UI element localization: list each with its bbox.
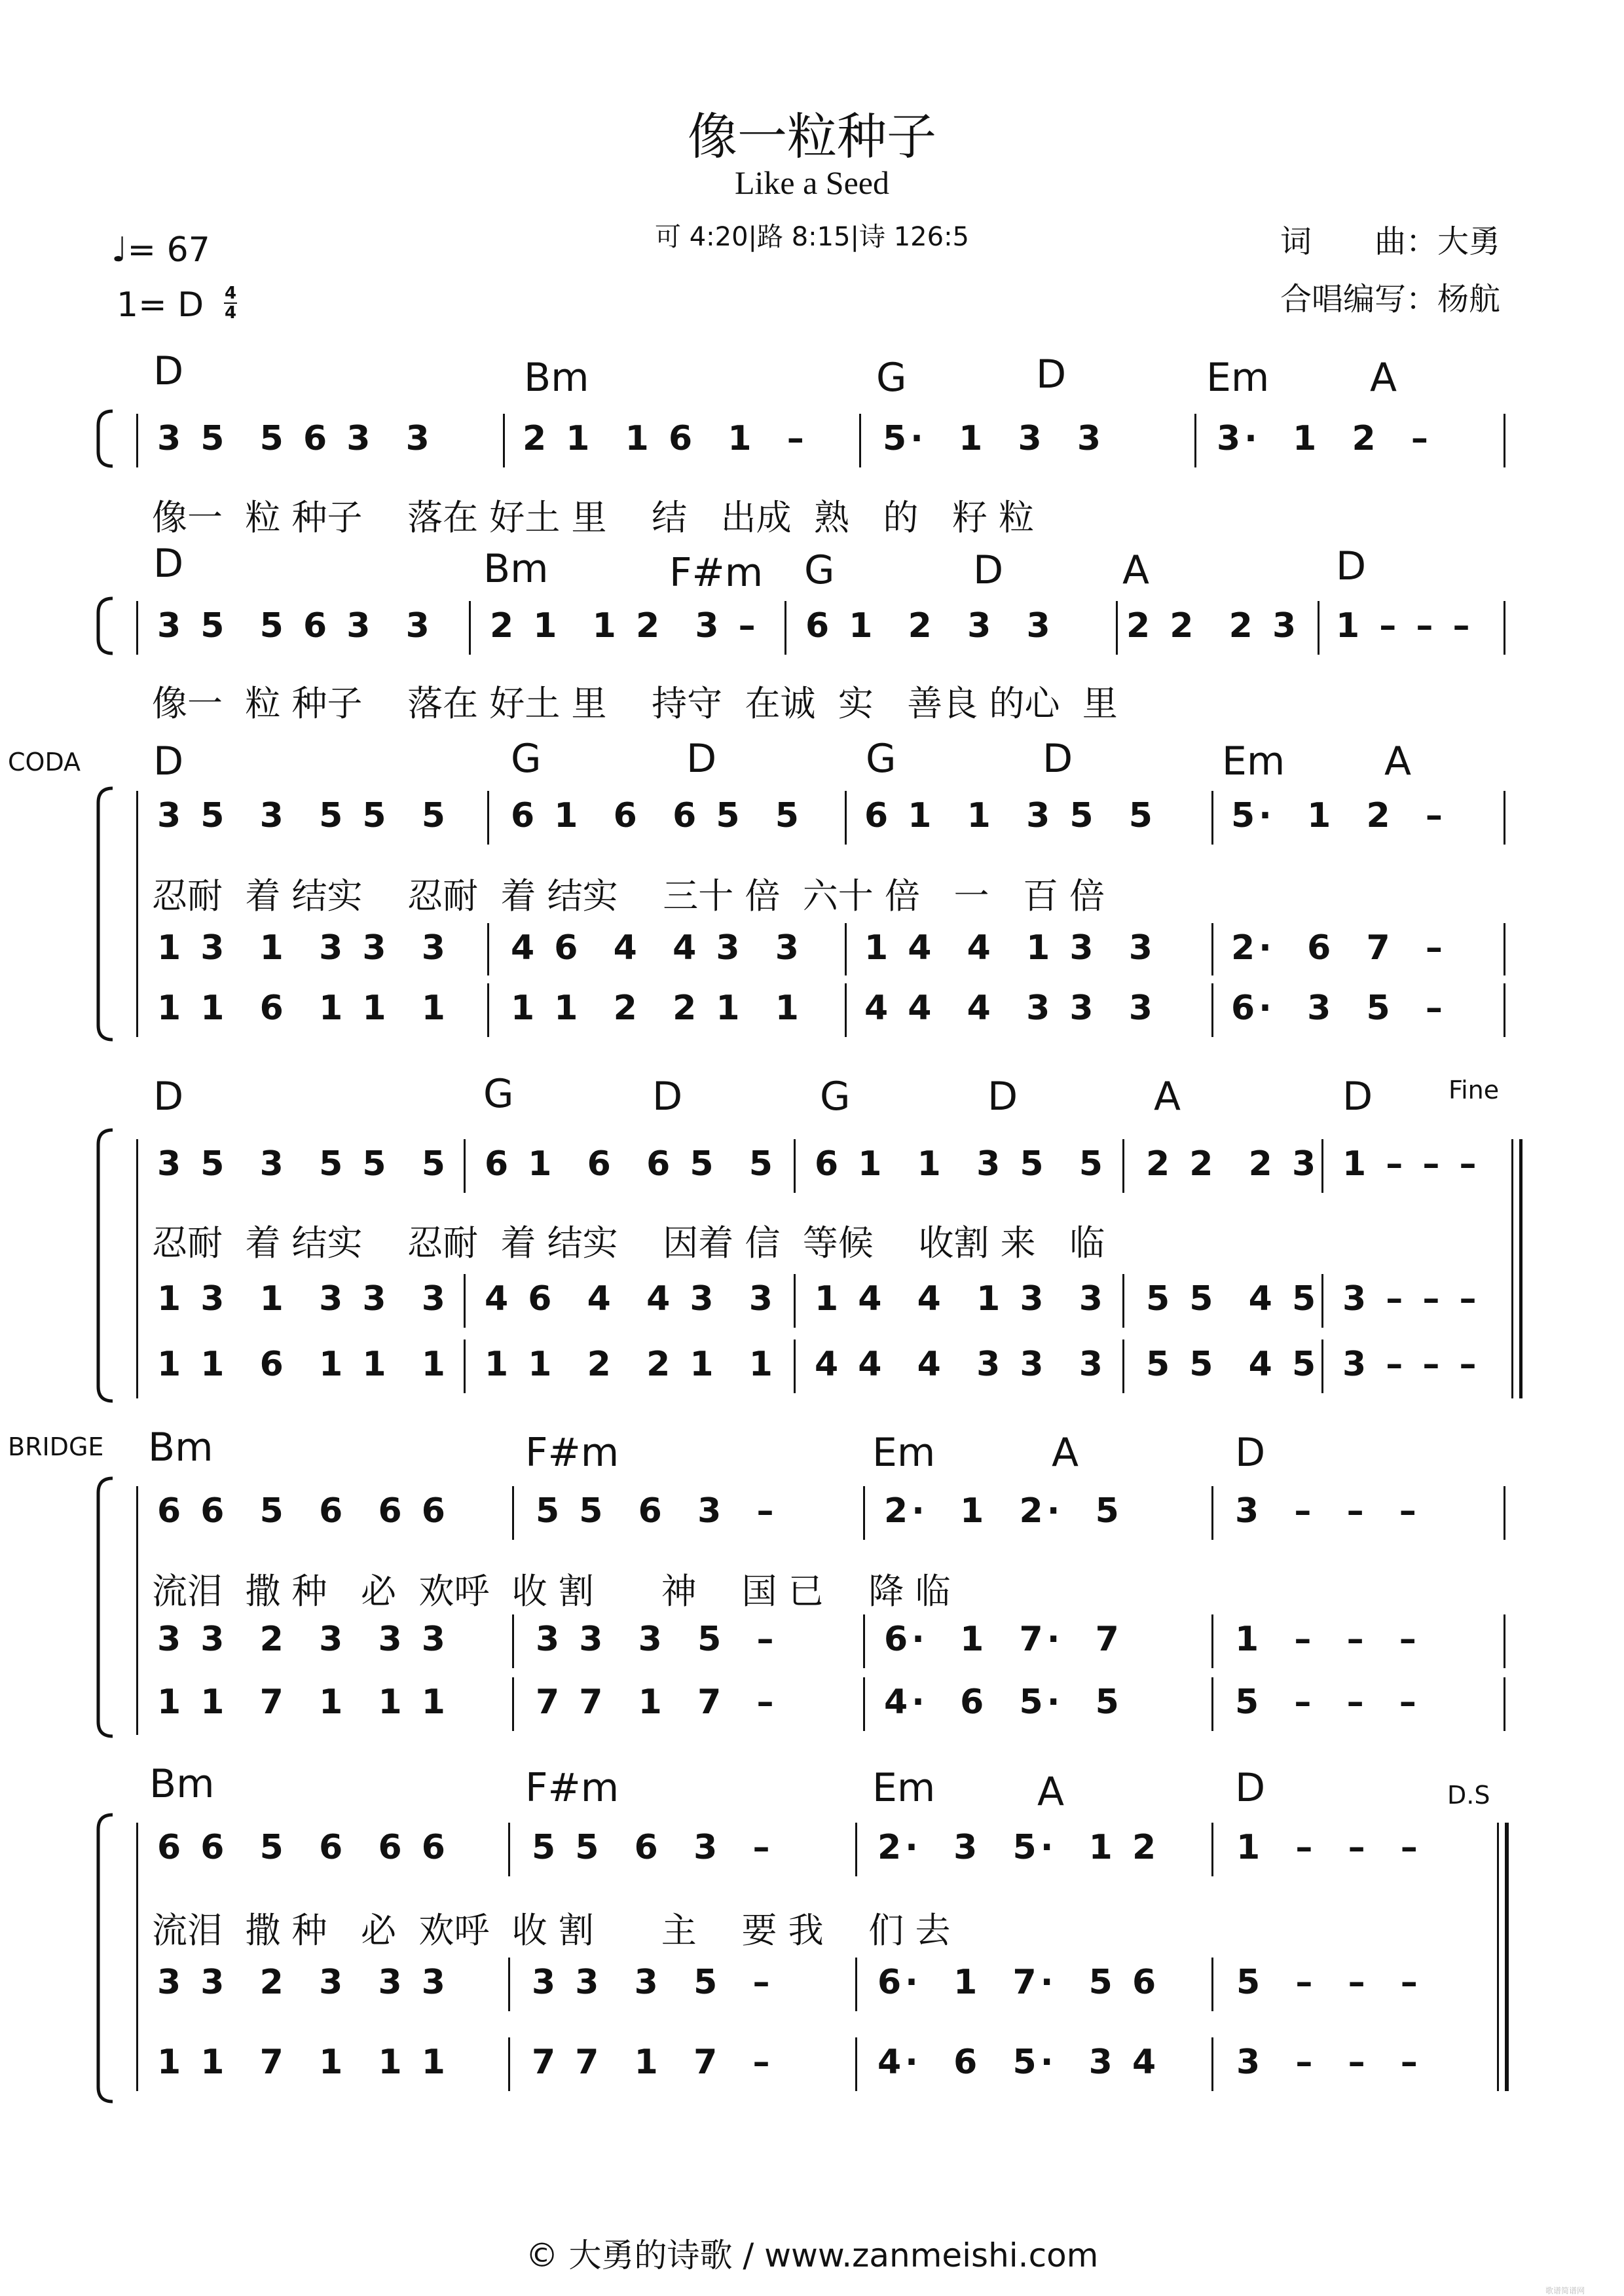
bass-measure: 1 1 6 1 1 1 bbox=[157, 1345, 449, 1384]
chord: D bbox=[1235, 1765, 1266, 1811]
ds-mark: D.S bbox=[1447, 1781, 1490, 1810]
alto-measure: 1 – – – bbox=[1235, 1620, 1420, 1659]
bass-measure: 1 1 2 2 1 1 bbox=[511, 989, 803, 1028]
chord: A bbox=[1122, 547, 1150, 593]
alto-measure: 5 5 4 5 bbox=[1146, 1279, 1320, 1319]
melody-measure: 6 6 5 6 6 6 bbox=[157, 1828, 449, 1867]
melody-measure: 5· 1 3 3 bbox=[883, 419, 1105, 458]
melody-measure: 2 1 1 2 3 – bbox=[490, 606, 760, 646]
chord: D bbox=[1342, 1074, 1373, 1120]
arranger-credit: 合唱编写：杨航 bbox=[1280, 281, 1501, 318]
scripture-references: 可 4:20|路 8:15|诗 126:5 bbox=[654, 222, 970, 252]
chord: Bm bbox=[148, 1425, 213, 1470]
chord: A bbox=[1154, 1074, 1181, 1120]
lyrics-line: 流泪 撒 种 必 欢呼 收 割 主 要 我 们 去 bbox=[152, 1910, 951, 1951]
alto-measure: 4 6 4 4 3 3 bbox=[485, 1279, 777, 1319]
alto-measure: 3 3 2 3 3 3 bbox=[157, 1963, 449, 2002]
melody-measure: 1 – – – bbox=[1236, 1828, 1422, 1867]
melody-measure: 6 1 6 6 5 5 bbox=[485, 1144, 777, 1184]
chord: D bbox=[153, 1074, 184, 1120]
song-title: 像一粒种子 bbox=[688, 107, 936, 166]
tempo-marking: ♩= 67 bbox=[111, 230, 210, 270]
melody-measure: 3 5 3 5 5 5 bbox=[157, 1144, 449, 1184]
alto-measure: 6· 1 7· 5 6 bbox=[877, 1963, 1160, 2002]
chord: Bm bbox=[524, 355, 589, 401]
bass-measure: 5 – – – bbox=[1235, 1683, 1420, 1722]
chord: G bbox=[866, 736, 896, 782]
bass-measure: 1 1 7 1 1 1 bbox=[157, 1683, 449, 1722]
bracket bbox=[98, 788, 113, 1040]
melody-measure: 2 1 1 6 1 – bbox=[523, 419, 808, 458]
alto-measure: 5 – – – bbox=[1236, 1963, 1422, 2002]
chord: Em bbox=[872, 1430, 936, 1476]
bass-measure: 7 7 1 7 – bbox=[532, 2043, 774, 2082]
bass-measure: 3 – – – bbox=[1342, 1345, 1481, 1384]
song-subtitle: Like a Seed bbox=[734, 164, 889, 201]
bracket bbox=[98, 1815, 113, 2102]
melody-measure: 6 6 5 6 6 6 bbox=[157, 1491, 449, 1531]
melody-measure: 3 – – – bbox=[1235, 1491, 1420, 1531]
bass-measure: 3 – – – bbox=[1236, 2043, 1422, 2082]
bass-measure: 1 1 7 1 1 1 bbox=[157, 2043, 449, 2082]
chord: D bbox=[987, 1074, 1018, 1120]
chord: D bbox=[1336, 543, 1367, 589]
bass-measure: 5 5 4 5 bbox=[1146, 1345, 1320, 1384]
bracket bbox=[98, 1130, 113, 1401]
alto-measure: 1 3 1 3 3 3 bbox=[157, 1279, 449, 1319]
bracket bbox=[98, 411, 113, 466]
melody-measure: 6 1 6 6 5 5 bbox=[511, 796, 803, 835]
lyrics-line: 忍耐 着 结实 忍耐 着 结实 因着 信 等候 收割 来 临 bbox=[152, 1222, 1105, 1264]
chord: G bbox=[876, 355, 907, 401]
lyrics-line: 像一 粒 种子 落在 好土 里 结 出成 熟 的 籽 粒 bbox=[152, 497, 1035, 538]
footer-credit: © 大勇的诗歌 / www.zanmeishi.com bbox=[525, 2236, 1099, 2274]
chord: F#m bbox=[525, 1765, 619, 1811]
alto-measure: 6· 1 7· 7 bbox=[884, 1620, 1123, 1659]
melody-measure: 6 1 1 3 5 5 bbox=[815, 1144, 1107, 1184]
chord: D bbox=[973, 547, 1004, 593]
alto-measure: 1 4 4 1 3 3 bbox=[864, 928, 1156, 968]
chord: Em bbox=[1222, 738, 1285, 784]
time-signature-bottom: 4 bbox=[224, 303, 237, 323]
chord: G bbox=[820, 1074, 851, 1120]
lyrics-line: 流泪 撒 种 必 欢呼 收 割 神 国 已 降 临 bbox=[152, 1571, 951, 1612]
bass-measure: 4 4 4 3 3 3 bbox=[864, 989, 1156, 1028]
chord: A bbox=[1384, 738, 1412, 784]
chord: D bbox=[1043, 736, 1073, 782]
bass-measure: 1 1 6 1 1 1 bbox=[157, 989, 449, 1028]
melody-measure: 3 5 5 6 3 3 bbox=[157, 419, 434, 458]
melody-measure: 6 1 2 3 3 bbox=[805, 606, 1054, 646]
melody-measure: 5· 1 2 – bbox=[1231, 796, 1447, 835]
chord: G bbox=[483, 1071, 514, 1117]
alto-measure: 2· 6 7 – bbox=[1231, 928, 1447, 968]
chord: D bbox=[1036, 352, 1067, 397]
bass-measure: 6· 3 5 – bbox=[1231, 989, 1447, 1028]
alto-measure: 4 6 4 4 3 3 bbox=[511, 928, 803, 968]
chord: A bbox=[1052, 1430, 1079, 1476]
site-watermark: 歌谱简谱网 bbox=[1545, 2286, 1585, 2295]
chord: A bbox=[1037, 1769, 1065, 1815]
alto-measure: 3 3 3 5 – bbox=[532, 1963, 774, 2002]
bracket bbox=[98, 1478, 113, 1736]
bass-measure: 4· 6 5· 5 bbox=[884, 1683, 1123, 1722]
melody-measure: 2 2 2 3 bbox=[1126, 606, 1301, 646]
melody-measure: 5 5 6 3 – bbox=[532, 1828, 774, 1867]
chord: G bbox=[511, 736, 542, 782]
coda-label: CODA bbox=[8, 748, 81, 776]
chord: D bbox=[1235, 1430, 1266, 1476]
bracket bbox=[98, 598, 113, 653]
melody-measure: 2 2 2 3 bbox=[1146, 1144, 1320, 1184]
bass-measure: 7 7 1 7 – bbox=[536, 1683, 778, 1722]
alto-measure: 3 – – – bbox=[1342, 1279, 1481, 1319]
melody-measure: 3 5 5 6 3 3 bbox=[157, 606, 434, 646]
melody-measure: 3· 1 2 – bbox=[1217, 419, 1432, 458]
chord: D bbox=[153, 348, 184, 394]
lyrics-line: 忍耐 着 结实 忍耐 着 结实 三十 倍 六十 倍 一 百 倍 bbox=[152, 875, 1105, 917]
time-signature-top: 4 bbox=[224, 283, 237, 303]
alto-measure: 3 3 3 5 – bbox=[536, 1620, 778, 1659]
chord: Bm bbox=[483, 546, 549, 592]
chord: D bbox=[652, 1074, 683, 1120]
lyrics-line: 像一 粒 种子 落在 好土 里 持守 在诚 实 善良 的心 里 bbox=[152, 683, 1118, 724]
melody-measure: 1 – – – bbox=[1342, 1144, 1481, 1184]
bass-measure: 4· 6 5· 3 4 bbox=[877, 2043, 1160, 2082]
melody-measure: 2· 3 5· 1 2 bbox=[877, 1828, 1160, 1867]
chord: Em bbox=[1206, 355, 1270, 401]
melody-measure: 1 – – – bbox=[1336, 606, 1474, 646]
chord: F#m bbox=[669, 550, 764, 596]
bass-measure: 1 1 2 2 1 1 bbox=[485, 1345, 777, 1384]
composer-credit: 词 曲：大勇 bbox=[1280, 223, 1501, 260]
chord: Em bbox=[872, 1765, 936, 1811]
alto-measure: 1 3 1 3 3 3 bbox=[157, 928, 449, 968]
chord: D bbox=[686, 736, 717, 782]
chord: D bbox=[153, 738, 184, 784]
bridge-label: BRIDGE bbox=[8, 1432, 104, 1461]
chord: F#m bbox=[525, 1430, 619, 1476]
chord: D bbox=[153, 541, 184, 587]
bass-measure: 4 4 4 3 3 3 bbox=[815, 1345, 1107, 1384]
alto-measure: 3 3 2 3 3 3 bbox=[157, 1620, 449, 1659]
key-signature: 1= D bbox=[117, 285, 204, 325]
melody-measure: 6 1 1 3 5 5 bbox=[864, 796, 1156, 835]
alto-measure: 1 4 4 1 3 3 bbox=[815, 1279, 1107, 1319]
fine-mark: Fine bbox=[1449, 1076, 1500, 1104]
melody-measure: 2· 1 2· 5 bbox=[884, 1491, 1123, 1531]
chord: G bbox=[804, 547, 835, 593]
chord: A bbox=[1370, 355, 1397, 401]
melody-measure: 3 5 3 5 5 5 bbox=[157, 796, 449, 835]
chord: Bm bbox=[149, 1761, 215, 1807]
melody-measure: 5 5 6 3 – bbox=[536, 1491, 778, 1531]
